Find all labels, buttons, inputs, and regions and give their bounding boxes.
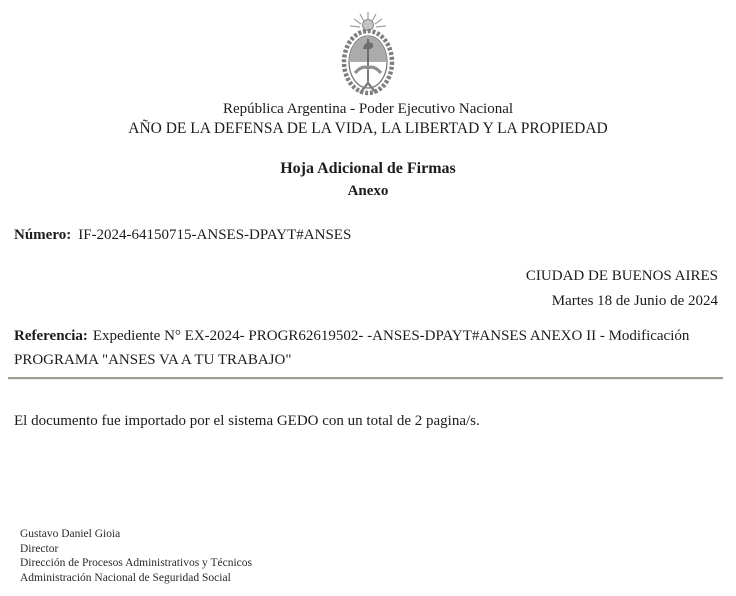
reference-label: Referencia: — [14, 328, 88, 344]
document-subtitle: Anexo — [347, 183, 389, 199]
document-number-label: Número: — [14, 227, 72, 243]
header-republic-line: República Argentina - Poder Ejecutivo Nacional — [222, 101, 514, 117]
signer-organization: Administración Nacional de Seguridad Social — [20, 571, 231, 584]
document-number-value: IF-2024-64150715-ANSES-DPAYT#ANSES — [78, 227, 352, 243]
import-notice-text: El documento fue importado por el sistema GEDO con un total de 2 pagina/s. — [14, 413, 480, 429]
signer-office: Dirección de Procesos Administrativos y Técnicos — [20, 557, 252, 569]
reference-paragraph — [14, 324, 706, 372]
signer-name: Gustavo Daniel Gioia — [20, 528, 121, 540]
argentina-coat-of-arms-icon — [325, 11, 411, 97]
coat-of-arms-container — [0, 0, 736, 98]
city-line: CIUDAD DE BUENOS AIRES — [525, 268, 718, 284]
reference-value: Expediente N° EX-2024- PROGR62619502- -ANSES-DPAYT#ANSES ANEXO II - Modificación PROGRAMA "ANSES VA A TU TRABAJO" — [14, 328, 690, 368]
date-line: Martes 18 de Junio de 2024 — [551, 293, 718, 309]
signature-block — [20, 527, 252, 585]
header-year-motto-line: AÑO DE LA DEFENSA DE LA VIDA, LA LIBERTAD Y LA PROPIEDAD — [128, 120, 608, 137]
document-number-row — [14, 225, 718, 245]
document-title: Hoja Adicional de Firmas — [280, 160, 456, 177]
signer-title: Director — [20, 542, 59, 555]
horizontal-divider — [8, 377, 723, 380]
place-date-block — [14, 266, 718, 311]
